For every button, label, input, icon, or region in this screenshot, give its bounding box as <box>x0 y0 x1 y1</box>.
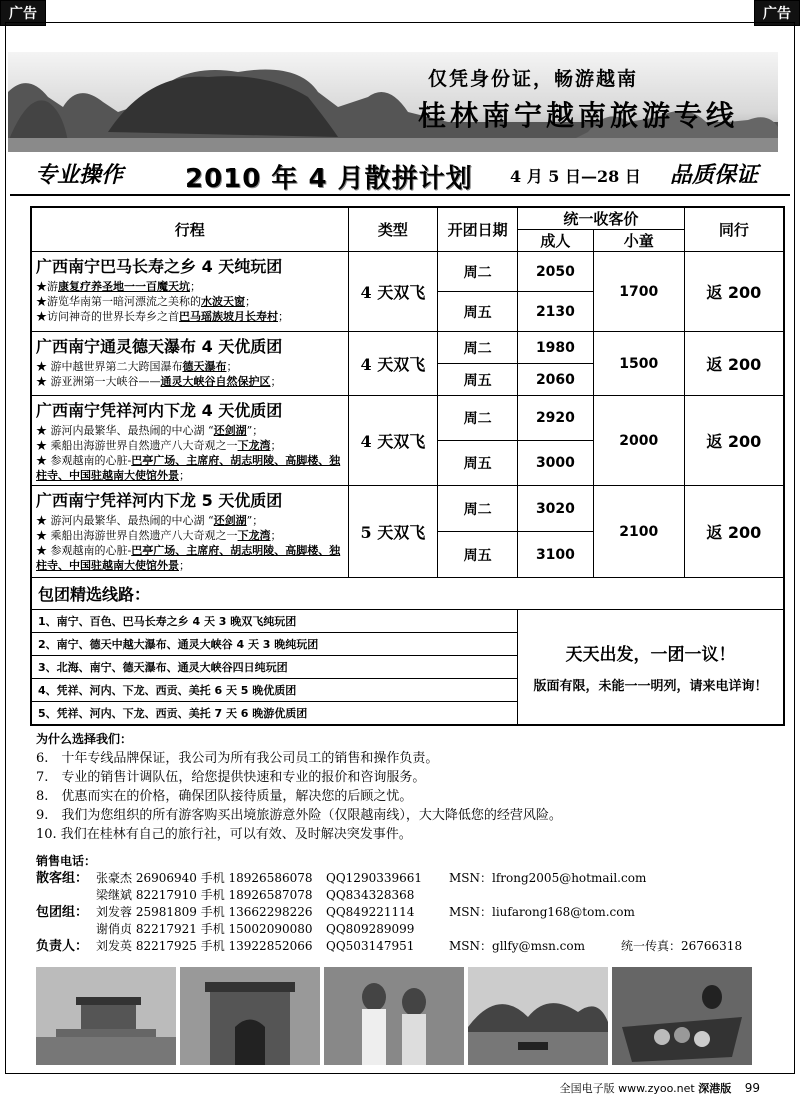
package-line: 2、南宁、德天中越大瀑布、通灵大峡谷 4 天 3 晚纯玩团 <box>31 633 518 656</box>
why-item: 7. 专业的销售计调队伍，给您提供快速和专业的报价和咨询服务。 <box>36 770 426 785</box>
peer-rebate: 返 200 <box>684 252 784 332</box>
tour-type: 4 天双飞 <box>348 252 438 332</box>
route-highlight: ★ 参观越南的心脏-巴亭广场、主席府、胡志明陵、高脚楼、独柱寺、中国驻越南大使馆外景； <box>36 544 341 572</box>
departure-day: 周五 <box>438 441 518 486</box>
adult-price: 2060 <box>518 364 594 396</box>
route-row <box>31 396 784 441</box>
page-footer <box>560 1080 760 1096</box>
footer-region: 深港版 <box>698 1082 732 1095</box>
ao-dai-girls-photo <box>324 967 466 1065</box>
plan-header <box>10 158 790 192</box>
why-item: 6. 十年专线品牌保证，我公司为所有我公司员工的销售和操作负责。 <box>36 751 439 766</box>
header-peer: 同行 <box>684 207 784 252</box>
route-highlight: ★访问神奇的世界长寿乡之首巴马瑶族坡月长寿村； <box>36 310 289 323</box>
child-price: 2000 <box>593 396 684 486</box>
adult-price: 3000 <box>518 441 594 486</box>
contact-qq: QQ809289099 <box>326 922 415 936</box>
peer-rebate: 返 200 <box>684 486 784 578</box>
sales-contact-row <box>36 938 776 955</box>
contact-qq: QQ503147951 <box>326 939 415 953</box>
contact-fax: 统一传真：26766318 <box>621 939 743 953</box>
contact-msn: MSN：gllfy@msn.com <box>449 939 585 953</box>
contact-person: 刘发英 82217925 手机 13922852066 <box>96 939 313 953</box>
sales-contact-row <box>36 887 776 904</box>
sales-contact-row <box>36 921 776 938</box>
why-item: 10. 我们在桂林有自己的旅行社，可以有效、及时解决突发事件。 <box>36 827 412 842</box>
route-highlight: ★ 游亚洲第一大峡谷——通灵大峡谷自然保护区； <box>36 375 282 388</box>
divider <box>10 194 790 196</box>
contact-qq: QQ834328368 <box>326 888 415 902</box>
route-highlight: ★ 游中越世界第二大跨国瀑布德天瀑布； <box>36 360 238 373</box>
contact-msn: MSN：liufarong168@tom.com <box>449 905 635 919</box>
halong-bay-photo <box>468 967 610 1065</box>
package-line: 5、凭祥、河内、下龙、西贡、美托 7 天 6 晚游优质团 <box>31 702 518 726</box>
route-title: 广西南宁凭祥河内下龙 4 天优质团 <box>36 401 283 420</box>
why-item: 9. 我们为您组织的所有游客购买出境旅游意外险（仅限越南线），大大降低您的经营风险。 <box>36 808 562 823</box>
adult-price: 3020 <box>518 486 594 532</box>
header-type: 类型 <box>348 207 438 252</box>
contact-person: 梁继斌 82217910 手机 18926587078 <box>96 888 313 902</box>
route-row <box>31 252 784 292</box>
child-price: 2100 <box>593 486 684 578</box>
ad-tag-right: 广告 <box>754 0 800 26</box>
adult-price: 2130 <box>518 292 594 332</box>
header-adult: 成人 <box>518 230 594 252</box>
package-line: 1、南宁、百色、巴马长寿之乡 4 天 3 晚双飞纯玩团 <box>31 610 518 633</box>
adult-price: 2920 <box>518 396 594 441</box>
sales-contact-row <box>36 870 776 887</box>
contact-group: 负责人： <box>36 939 89 954</box>
route-row <box>31 332 784 364</box>
adult-price: 3100 <box>518 532 594 578</box>
route-title: 广西南宁通灵德天瀑布 4 天优质团 <box>36 337 283 356</box>
package-line: 4、凭祥、河内、下龙、西贡、美托 6 天 5 晚优质团 <box>31 679 518 702</box>
route-highlight: ★ 参观越南的心脏-巴亭广场、主席府、胡志明陵、高脚楼、独柱寺、中国驻越南大使馆外景； <box>36 454 341 482</box>
route-title: 广西南宁巴马长寿之乡 4 天纯玩团 <box>36 257 283 276</box>
route-cell <box>31 252 348 332</box>
route-highlight: ★ 乘船出海游世界自然遗产八大奇观之一下龙湾； <box>36 529 282 542</box>
footer-edition: 全国电子版 www.zyoo.net <box>559 1082 695 1095</box>
route-row <box>31 486 784 532</box>
mausoleum-photo <box>36 967 178 1065</box>
date-range: 4 月 5 日—28 日 <box>510 167 641 186</box>
package-note-daily: 天天出发，一团一议！ <box>565 645 736 665</box>
sales-contact-row <box>36 904 776 921</box>
packages-title: 包团精选线路： <box>31 578 784 610</box>
package-note-contact: 版面有限，未能一一明列，请来电详询！ <box>533 679 768 694</box>
departure-day: 周二 <box>438 486 518 532</box>
contact-qq: QQ1290339661 <box>326 871 423 885</box>
tour-type: 4 天双飞 <box>348 332 438 396</box>
header-child: 小童 <box>593 230 684 252</box>
route-title: 广西南宁凭祥河内下龙 5 天优质团 <box>36 491 283 510</box>
departure-day: 周二 <box>438 332 518 364</box>
route-cell <box>31 396 348 486</box>
departure-day: 周五 <box>438 364 518 396</box>
departure-day: 周二 <box>438 252 518 292</box>
package-note <box>518 610 785 726</box>
adult-price: 2050 <box>518 252 594 292</box>
sales-title: 销售电话： <box>36 854 97 868</box>
gate-photo <box>180 967 322 1065</box>
plan-title: 2010 年 4 月散拼计划 <box>185 164 473 194</box>
tour-price-table <box>30 206 785 726</box>
adult-price: 1980 <box>518 332 594 364</box>
child-price: 1500 <box>593 332 684 396</box>
header-price-group: 统一收客价 <box>518 207 685 230</box>
child-price: 1700 <box>593 252 684 332</box>
contact-qq: QQ849221114 <box>326 905 415 919</box>
hero-subtitle: 仅凭身份证，畅游越南 <box>427 68 638 90</box>
contact-group: 散客组： <box>36 871 89 886</box>
quality-slogan: 品质保证 <box>670 162 759 188</box>
why-item: 8. 优惠而实在的价格，确保团队接待质量，解决您的后顾之忧。 <box>36 789 413 804</box>
route-highlight: ★游览华南第一暗河漂流之美称的水波天窗； <box>36 295 256 308</box>
peer-rebate: 返 200 <box>684 396 784 486</box>
departure-day: 周五 <box>438 292 518 332</box>
tour-type: 4 天双飞 <box>348 396 438 486</box>
photo-strip <box>36 967 754 1065</box>
route-highlight: ★ 游河内最繁华、最热闹的中心湖 “还剑湖”； <box>36 514 264 527</box>
tour-type: 5 天双飞 <box>348 486 438 578</box>
contact-person: 刘发蓉 25981809 手机 13662298226 <box>96 905 313 919</box>
contact-person: 谢俏贞 82217921 手机 15002090080 <box>96 922 313 936</box>
peer-rebate: 返 200 <box>684 332 784 396</box>
route-cell <box>31 486 348 578</box>
departure-day: 周二 <box>438 396 518 441</box>
route-highlight: ★游康复疗养圣地一一百魔天坑； <box>36 280 201 293</box>
route-highlight: ★ 乘船出海游世界自然遗产八大奇观之一下龙湾； <box>36 439 282 452</box>
route-highlight: ★ 游河内最繁华、最热闹的中心湖 “还剑湖”； <box>36 424 264 437</box>
hero-title: 桂林南宁越南旅游专线 <box>417 99 738 132</box>
hero-banner <box>8 52 778 152</box>
ad-tag-left: 广告 <box>0 0 46 26</box>
sales-contacts <box>36 853 776 955</box>
why-choose-us <box>36 730 776 844</box>
pro-slogan: 专业操作 <box>35 162 124 188</box>
why-title: 为什么选择我们： <box>36 732 133 746</box>
package-line: 3、北海、南宁、德天瀑布、通灵大峡谷四日纯玩团 <box>31 656 518 679</box>
route-cell <box>31 332 348 396</box>
contact-msn: MSN：lfrong2005@hotmail.com <box>449 871 647 885</box>
header-route: 行程 <box>31 207 348 252</box>
boat-vendor-photo <box>612 967 754 1065</box>
contact-group: 包团组： <box>36 905 89 920</box>
departure-day: 周五 <box>438 532 518 578</box>
contact-person: 张豪杰 26906940 手机 18926586078 <box>96 871 313 885</box>
page-number: 99 <box>744 1081 760 1095</box>
header-departure: 开团日期 <box>438 207 518 252</box>
